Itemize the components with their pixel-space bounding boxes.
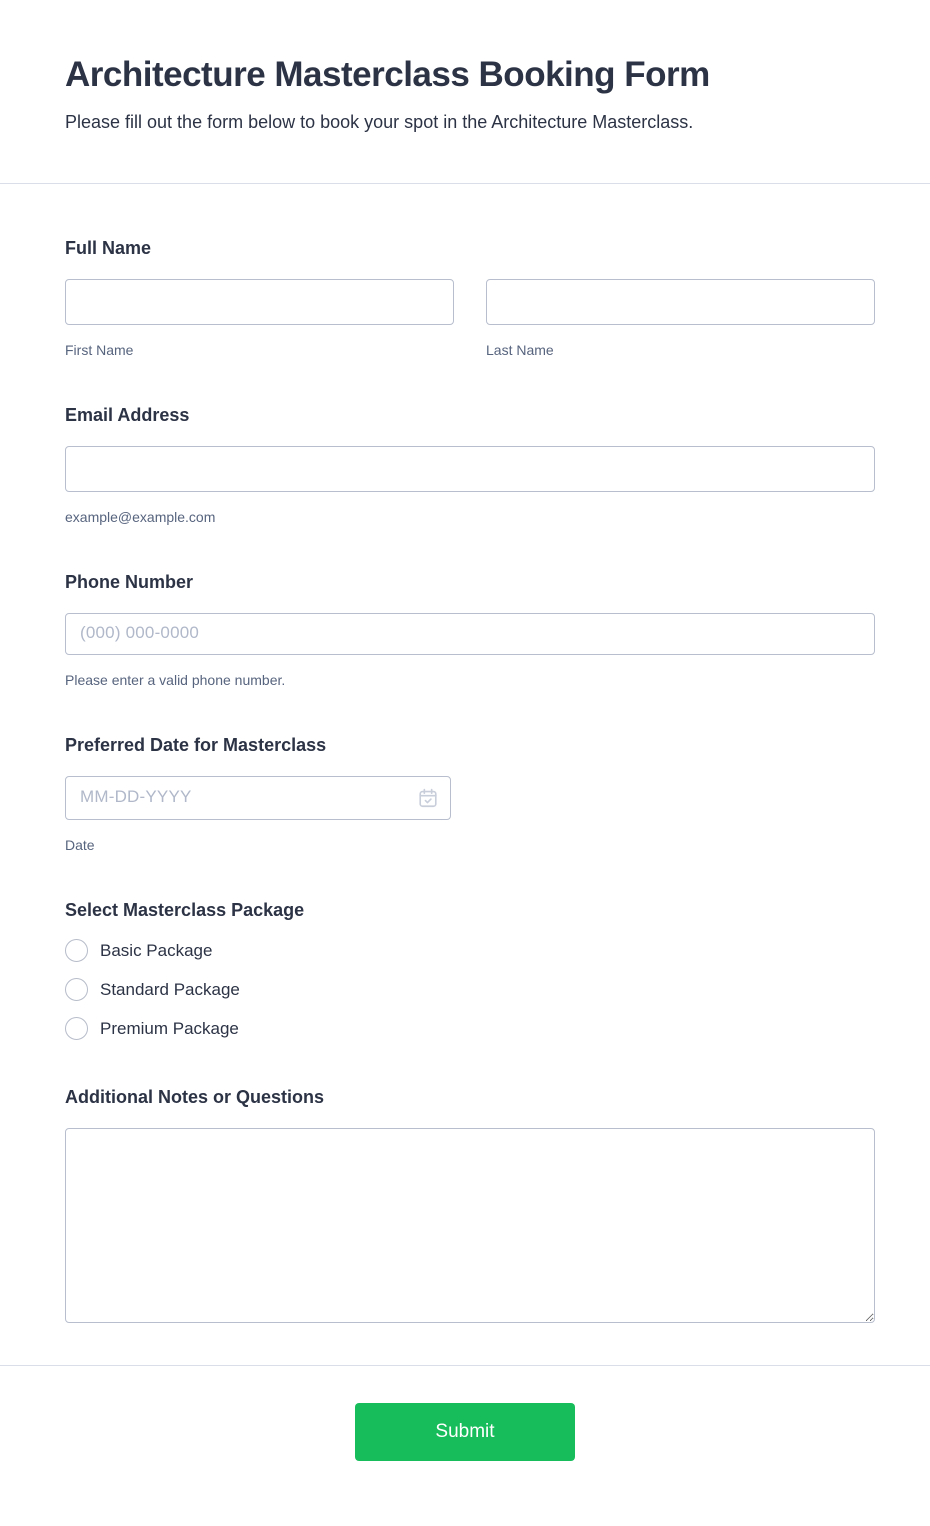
submit-row xyxy=(0,1366,930,1512)
notes-textarea[interactable] xyxy=(65,1128,875,1323)
date-label: Preferred Date for Masterclass xyxy=(65,735,327,756)
first-name-sublabel: First Name xyxy=(65,342,134,359)
date-field xyxy=(65,735,875,853)
radio-button-icon[interactable] xyxy=(65,939,88,962)
date-sublabel: Date xyxy=(65,837,95,854)
radio-button-icon[interactable] xyxy=(65,1017,88,1040)
notes-label: Additional Notes or Questions xyxy=(65,1087,325,1108)
radio-option-label: Basic Package xyxy=(100,940,213,960)
last-name-sublabel: Last Name xyxy=(486,342,554,359)
email-label: Email Address xyxy=(65,405,190,426)
full-name-label: Full Name xyxy=(65,238,152,259)
phone-sublabel: Please enter a valid phone number. xyxy=(65,672,286,689)
email-sublabel: example@example.com xyxy=(65,509,216,526)
email-field xyxy=(65,405,875,525)
notes-field xyxy=(65,1087,875,1328)
radio-option-label: Premium Package xyxy=(100,1018,239,1038)
email-input[interactable] xyxy=(65,446,875,492)
package-options xyxy=(65,939,875,1040)
form-header xyxy=(0,0,930,183)
last-name-input[interactable] xyxy=(486,279,875,325)
radio-option-label: Standard Package xyxy=(100,979,240,999)
full-name-field xyxy=(65,238,875,358)
last-name-col xyxy=(486,279,875,358)
radio-option-standard[interactable] xyxy=(65,978,875,1001)
full-name-inputs xyxy=(65,279,875,358)
calendar-check-icon[interactable] xyxy=(417,787,439,809)
first-name-col xyxy=(65,279,454,358)
form-body xyxy=(0,184,930,1328)
radio-button-icon[interactable] xyxy=(65,978,88,1001)
package-label: Select Masterclass Package xyxy=(65,900,305,921)
radio-option-premium[interactable] xyxy=(65,1017,875,1040)
phone-input[interactable] xyxy=(65,613,875,655)
first-name-input[interactable] xyxy=(65,279,454,325)
submit-button[interactable]: Submit xyxy=(355,1403,575,1461)
package-field xyxy=(65,900,875,1040)
page-subtitle: Please fill out the form below to book your spot in the Architecture Masterclass. xyxy=(65,112,694,132)
phone-label: Phone Number xyxy=(65,572,194,593)
page-title: Architecture Masterclass Booking Form xyxy=(65,55,710,94)
date-input-wrap xyxy=(65,776,451,820)
date-input[interactable] xyxy=(65,776,451,820)
phone-field xyxy=(65,572,875,688)
radio-option-basic[interactable] xyxy=(65,939,875,962)
